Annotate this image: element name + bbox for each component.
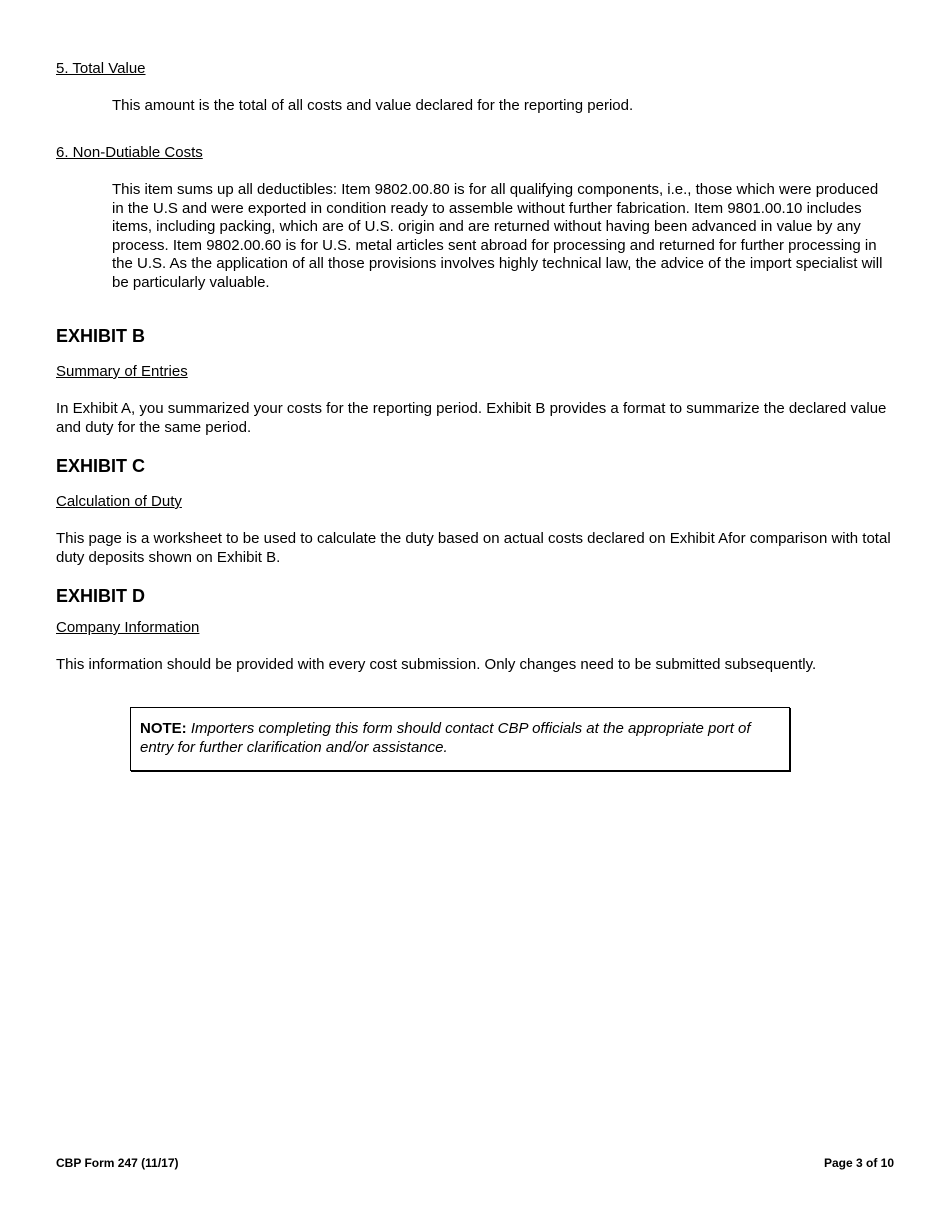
exhibit-b-subtitle: Summary of Entries <box>56 363 188 380</box>
footer-form-id: CBP Form 247 (11/17) <box>56 1156 179 1170</box>
non-dutiable-heading: 6. Non-Dutiable Costs <box>56 144 203 161</box>
exhibit-c-body: This page is a worksheet to be used to calculate the duty based on actual costs declared on Exhibit Afor comparison with total duty deposits shown on Exhibit B. <box>56 530 891 566</box>
exhibit-b-title: EXHIBIT B <box>56 326 146 346</box>
non-dutiable-body: This item sums up all deductibles: Item 9802.00.80 is for all qualifying components, i.e., those which were produced in the U.S and were exported in condition ready to assemble without further fabrication. Item 9801.00.10 includes items, including packing, which are of U.S. origin and are returned without having been advanced in value by any process. Item 9802.00.60 is for U.S. metal articles sent abroad for processing and returned for further processing in the U.S. As the application of all those provisions involves highly technical law, the advice of the import specialist will be particularly valuable. <box>112 181 883 291</box>
exhibit-d-subtitle: Company Information <box>56 619 200 636</box>
exhibit-b-body: In Exhibit A, you summarized your costs for the reporting period. Exhibit B provides a format to summarize the declared value and duty for the same period. <box>56 400 887 436</box>
total-value-body: This amount is the total of all costs and value declared for the reporting period. <box>112 97 634 114</box>
exhibit-d-title: EXHIBIT D <box>56 586 146 606</box>
exhibit-c-title: EXHIBIT C <box>56 456 146 476</box>
note-label: NOTE: <box>140 720 187 737</box>
note-box <box>130 707 790 771</box>
total-value-heading: 5. Total Value <box>56 60 146 77</box>
note-content <box>140 720 785 757</box>
note-text: Importers completing this form should contact CBP officials at the appropriate port of entry for further clarification and/or assistance. <box>140 720 751 756</box>
footer-page-number: Page 3 of 10 <box>823 1156 894 1170</box>
exhibit-d-body: This information should be provided with every cost submission. Only changes need to be submitted subsequently. <box>56 656 817 673</box>
exhibit-c-subtitle: Calculation of Duty <box>56 493 182 510</box>
